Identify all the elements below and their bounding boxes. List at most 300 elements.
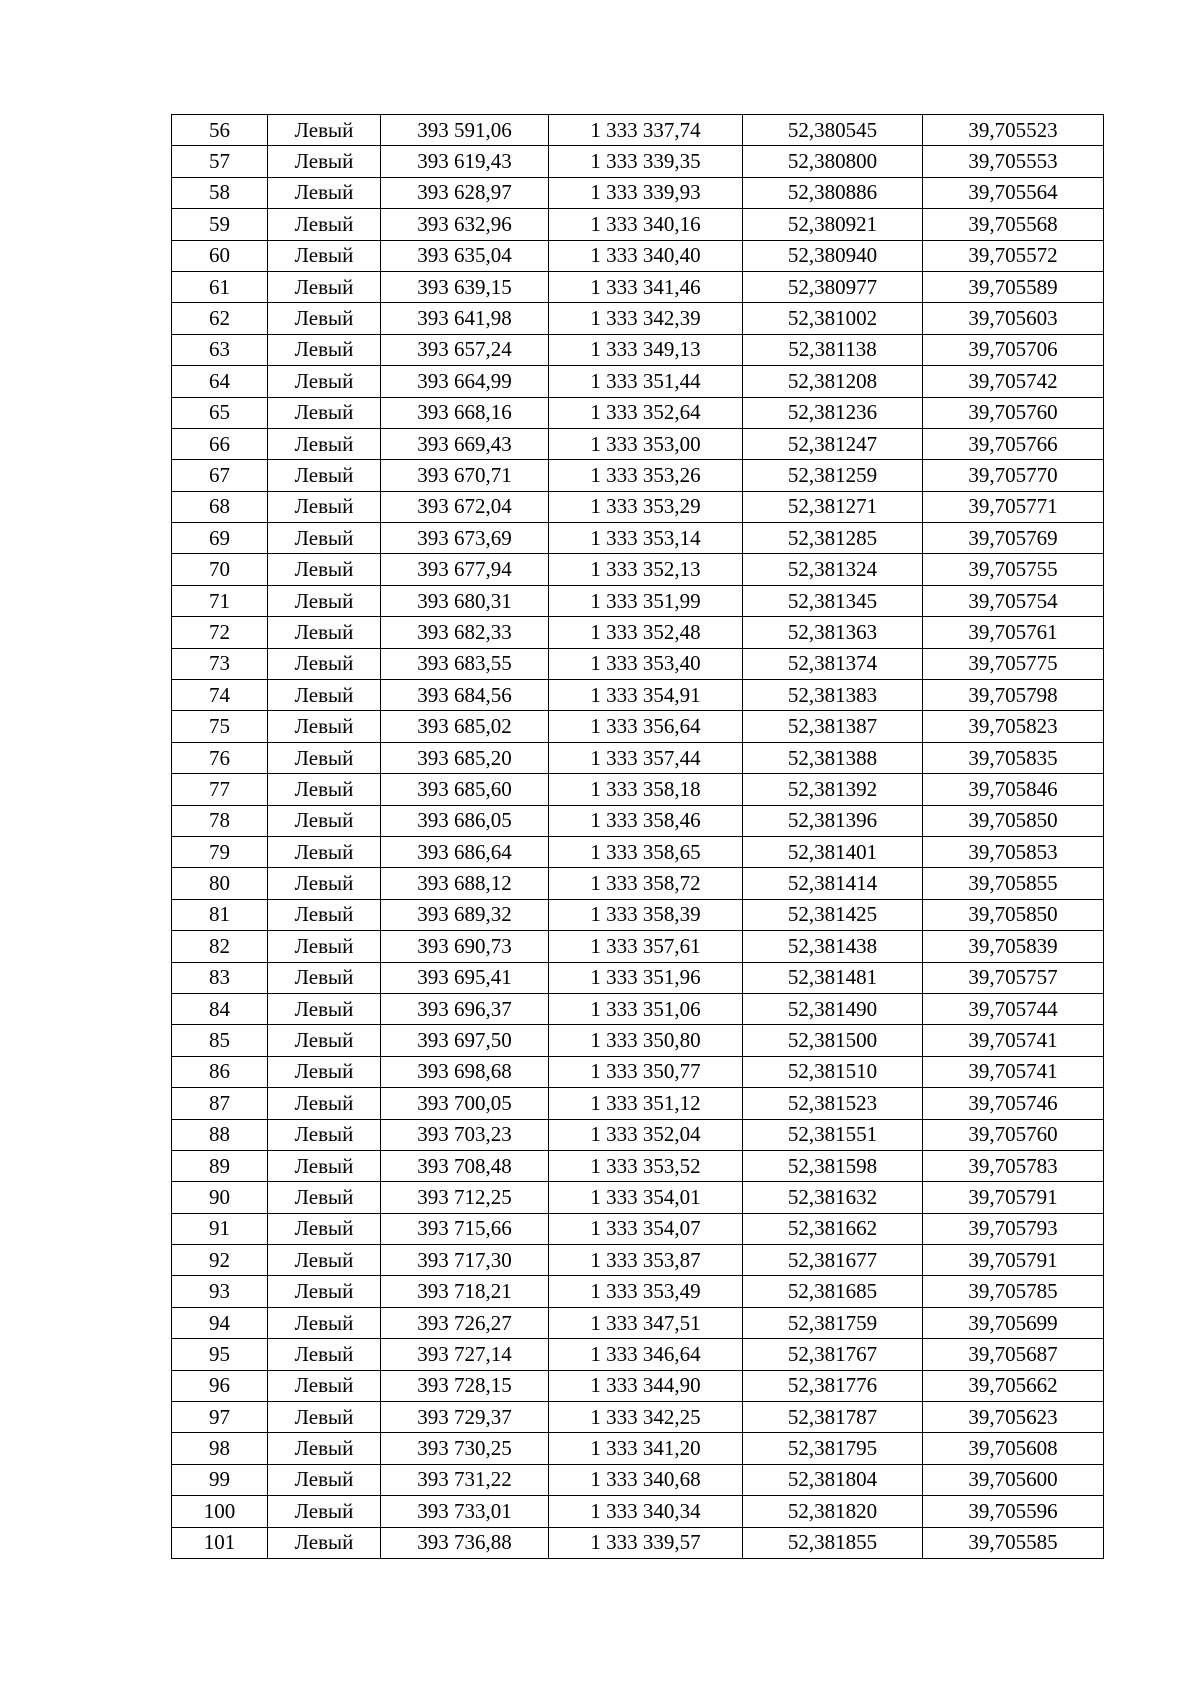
longitude-cell: 39,705769: [923, 523, 1104, 554]
point-number-cell: 99: [172, 1464, 268, 1495]
latitude-cell: 52,381677: [743, 1245, 923, 1276]
latitude-cell: 52,381363: [743, 617, 923, 648]
x-coordinate-cell: 393 619,43: [381, 146, 549, 177]
table-row: [172, 1433, 1104, 1464]
side-cell: Левый: [268, 397, 381, 428]
longitude-cell: 39,705568: [923, 209, 1104, 240]
longitude-cell: 39,705564: [923, 177, 1104, 208]
point-number-cell: 84: [172, 993, 268, 1024]
point-number-cell: 67: [172, 460, 268, 491]
latitude-cell: 52,381392: [743, 774, 923, 805]
x-coordinate-cell: 393 635,04: [381, 240, 549, 271]
table-row: [172, 146, 1104, 177]
latitude-cell: 52,381855: [743, 1527, 923, 1558]
table-row: [172, 1276, 1104, 1307]
x-coordinate-cell: 393 686,64: [381, 836, 549, 867]
latitude-cell: 52,380940: [743, 240, 923, 271]
x-coordinate-cell: 393 729,37: [381, 1402, 549, 1433]
y-coordinate-cell: 1 333 353,87: [549, 1245, 743, 1276]
longitude-cell: 39,705853: [923, 836, 1104, 867]
latitude-cell: 52,381510: [743, 1056, 923, 1087]
x-coordinate-cell: 393 730,25: [381, 1433, 549, 1464]
point-number-cell: 64: [172, 366, 268, 397]
table-row: [172, 1370, 1104, 1401]
y-coordinate-cell: 1 333 339,93: [549, 177, 743, 208]
latitude-cell: 52,381414: [743, 868, 923, 899]
side-cell: Левый: [268, 1213, 381, 1244]
table-row: [172, 177, 1104, 208]
side-cell: Левый: [268, 303, 381, 334]
table-row: [172, 711, 1104, 742]
point-number-cell: 58: [172, 177, 268, 208]
point-number-cell: 77: [172, 774, 268, 805]
side-cell: Левый: [268, 428, 381, 459]
latitude-cell: 52,381002: [743, 303, 923, 334]
table-row: [172, 115, 1104, 146]
table-row: [172, 931, 1104, 962]
point-number-cell: 74: [172, 680, 268, 711]
table-row: [172, 899, 1104, 930]
x-coordinate-cell: 393 628,97: [381, 177, 549, 208]
longitude-cell: 39,705687: [923, 1339, 1104, 1370]
y-coordinate-cell: 1 333 344,90: [549, 1370, 743, 1401]
side-cell: Левый: [268, 1339, 381, 1370]
side-cell: Левый: [268, 1119, 381, 1150]
table-row: [172, 836, 1104, 867]
point-number-cell: 75: [172, 711, 268, 742]
table-row: [172, 460, 1104, 491]
latitude-cell: 52,381271: [743, 491, 923, 522]
longitude-cell: 39,705791: [923, 1182, 1104, 1213]
latitude-cell: 52,381396: [743, 805, 923, 836]
point-number-cell: 61: [172, 271, 268, 302]
side-cell: Левый: [268, 460, 381, 491]
y-coordinate-cell: 1 333 351,96: [549, 962, 743, 993]
y-coordinate-cell: 1 333 347,51: [549, 1307, 743, 1338]
latitude-cell: 52,381383: [743, 680, 923, 711]
point-number-cell: 69: [172, 523, 268, 554]
longitude-cell: 39,705760: [923, 397, 1104, 428]
table-row: [172, 366, 1104, 397]
longitude-cell: 39,705706: [923, 334, 1104, 365]
side-cell: Левый: [268, 962, 381, 993]
point-number-cell: 98: [172, 1433, 268, 1464]
point-number-cell: 71: [172, 585, 268, 616]
point-number-cell: 66: [172, 428, 268, 459]
x-coordinate-cell: 393 700,05: [381, 1088, 549, 1119]
y-coordinate-cell: 1 333 342,39: [549, 303, 743, 334]
y-coordinate-cell: 1 333 351,12: [549, 1088, 743, 1119]
longitude-cell: 39,705662: [923, 1370, 1104, 1401]
table-row: [172, 1402, 1104, 1433]
y-coordinate-cell: 1 333 353,52: [549, 1150, 743, 1181]
y-coordinate-cell: 1 333 353,40: [549, 648, 743, 679]
table-row: [172, 805, 1104, 836]
longitude-cell: 39,705846: [923, 774, 1104, 805]
point-number-cell: 85: [172, 1025, 268, 1056]
point-number-cell: 100: [172, 1496, 268, 1527]
point-number-cell: 76: [172, 742, 268, 773]
y-coordinate-cell: 1 333 357,61: [549, 931, 743, 962]
y-coordinate-cell: 1 333 354,91: [549, 680, 743, 711]
side-cell: Левый: [268, 1276, 381, 1307]
latitude-cell: 52,381500: [743, 1025, 923, 1056]
y-coordinate-cell: 1 333 353,00: [549, 428, 743, 459]
side-cell: Левый: [268, 491, 381, 522]
side-cell: Левый: [268, 240, 381, 271]
x-coordinate-cell: 393 682,33: [381, 617, 549, 648]
y-coordinate-cell: 1 333 340,34: [549, 1496, 743, 1527]
point-number-cell: 96: [172, 1370, 268, 1401]
y-coordinate-cell: 1 333 352,04: [549, 1119, 743, 1150]
point-number-cell: 72: [172, 617, 268, 648]
x-coordinate-cell: 393 698,68: [381, 1056, 549, 1087]
table-row: [172, 1025, 1104, 1056]
latitude-cell: 52,381662: [743, 1213, 923, 1244]
x-coordinate-cell: 393 683,55: [381, 648, 549, 679]
table-row: [172, 303, 1104, 334]
y-coordinate-cell: 1 333 342,25: [549, 1402, 743, 1433]
side-cell: Левый: [268, 836, 381, 867]
side-cell: Левый: [268, 554, 381, 585]
latitude-cell: 52,380800: [743, 146, 923, 177]
latitude-cell: 52,381345: [743, 585, 923, 616]
latitude-cell: 52,381820: [743, 1496, 923, 1527]
x-coordinate-cell: 393 689,32: [381, 899, 549, 930]
x-coordinate-cell: 393 668,16: [381, 397, 549, 428]
y-coordinate-cell: 1 333 339,35: [549, 146, 743, 177]
x-coordinate-cell: 393 685,60: [381, 774, 549, 805]
side-cell: Левый: [268, 805, 381, 836]
latitude-cell: 52,380977: [743, 271, 923, 302]
side-cell: Левый: [268, 742, 381, 773]
side-cell: Левый: [268, 1464, 381, 1495]
x-coordinate-cell: 393 632,96: [381, 209, 549, 240]
y-coordinate-cell: 1 333 340,68: [549, 1464, 743, 1495]
latitude-cell: 52,381401: [743, 836, 923, 867]
longitude-cell: 39,705742: [923, 366, 1104, 397]
table-row: [172, 523, 1104, 554]
side-cell: Левый: [268, 1088, 381, 1119]
latitude-cell: 52,380921: [743, 209, 923, 240]
side-cell: Левый: [268, 115, 381, 146]
table-row: [172, 1213, 1104, 1244]
point-number-cell: 83: [172, 962, 268, 993]
point-number-cell: 97: [172, 1402, 268, 1433]
table-row: [172, 209, 1104, 240]
point-number-cell: 62: [172, 303, 268, 334]
x-coordinate-cell: 393 696,37: [381, 993, 549, 1024]
y-coordinate-cell: 1 333 351,44: [549, 366, 743, 397]
x-coordinate-cell: 393 708,48: [381, 1150, 549, 1181]
y-coordinate-cell: 1 333 339,57: [549, 1527, 743, 1558]
point-number-cell: 91: [172, 1213, 268, 1244]
longitude-cell: 39,705823: [923, 711, 1104, 742]
side-cell: Левый: [268, 1496, 381, 1527]
table-row: [172, 1307, 1104, 1338]
latitude-cell: 52,380545: [743, 115, 923, 146]
x-coordinate-cell: 393 695,41: [381, 962, 549, 993]
side-cell: Левый: [268, 585, 381, 616]
x-coordinate-cell: 393 677,94: [381, 554, 549, 585]
y-coordinate-cell: 1 333 350,80: [549, 1025, 743, 1056]
x-coordinate-cell: 393 664,99: [381, 366, 549, 397]
x-coordinate-cell: 393 728,15: [381, 1370, 549, 1401]
y-coordinate-cell: 1 333 351,99: [549, 585, 743, 616]
y-coordinate-cell: 1 333 337,74: [549, 115, 743, 146]
point-number-cell: 68: [172, 491, 268, 522]
longitude-cell: 39,705699: [923, 1307, 1104, 1338]
side-cell: Левый: [268, 711, 381, 742]
latitude-cell: 52,381776: [743, 1370, 923, 1401]
x-coordinate-cell: 393 670,71: [381, 460, 549, 491]
latitude-cell: 52,381438: [743, 931, 923, 962]
table-row: [172, 1182, 1104, 1213]
point-number-cell: 78: [172, 805, 268, 836]
longitude-cell: 39,705603: [923, 303, 1104, 334]
longitude-cell: 39,705839: [923, 931, 1104, 962]
longitude-cell: 39,705600: [923, 1464, 1104, 1495]
latitude-cell: 52,381490: [743, 993, 923, 1024]
side-cell: Левый: [268, 1182, 381, 1213]
side-cell: Левый: [268, 617, 381, 648]
latitude-cell: 52,381388: [743, 742, 923, 773]
side-cell: Левый: [268, 177, 381, 208]
x-coordinate-cell: 393 686,05: [381, 805, 549, 836]
y-coordinate-cell: 1 333 358,72: [549, 868, 743, 899]
side-cell: Левый: [268, 334, 381, 365]
x-coordinate-cell: 393 717,30: [381, 1245, 549, 1276]
y-coordinate-cell: 1 333 352,48: [549, 617, 743, 648]
longitude-cell: 39,705850: [923, 899, 1104, 930]
x-coordinate-cell: 393 712,25: [381, 1182, 549, 1213]
table-row: [172, 680, 1104, 711]
longitude-cell: 39,705761: [923, 617, 1104, 648]
x-coordinate-cell: 393 726,27: [381, 1307, 549, 1338]
y-coordinate-cell: 1 333 346,64: [549, 1339, 743, 1370]
longitude-cell: 39,705783: [923, 1150, 1104, 1181]
latitude-cell: 52,381598: [743, 1150, 923, 1181]
longitude-cell: 39,705754: [923, 585, 1104, 616]
table-row: [172, 1339, 1104, 1370]
latitude-cell: 52,381324: [743, 554, 923, 585]
point-number-cell: 70: [172, 554, 268, 585]
x-coordinate-cell: 393 688,12: [381, 868, 549, 899]
table-row: [172, 1150, 1104, 1181]
x-coordinate-cell: 393 685,02: [381, 711, 549, 742]
x-coordinate-cell: 393 715,66: [381, 1213, 549, 1244]
side-cell: Левый: [268, 931, 381, 962]
longitude-cell: 39,705596: [923, 1496, 1104, 1527]
latitude-cell: 52,381247: [743, 428, 923, 459]
point-number-cell: 63: [172, 334, 268, 365]
latitude-cell: 52,381374: [743, 648, 923, 679]
longitude-cell: 39,705623: [923, 1402, 1104, 1433]
point-number-cell: 90: [172, 1182, 268, 1213]
x-coordinate-cell: 393 669,43: [381, 428, 549, 459]
y-coordinate-cell: 1 333 340,16: [549, 209, 743, 240]
table-row: [172, 1119, 1104, 1150]
table-row: [172, 993, 1104, 1024]
y-coordinate-cell: 1 333 358,18: [549, 774, 743, 805]
longitude-cell: 39,705770: [923, 460, 1104, 491]
longitude-cell: 39,705793: [923, 1213, 1104, 1244]
longitude-cell: 39,705757: [923, 962, 1104, 993]
longitude-cell: 39,705523: [923, 115, 1104, 146]
x-coordinate-cell: 393 591,06: [381, 115, 549, 146]
coordinates-table-body: [172, 115, 1104, 1559]
table-row: [172, 554, 1104, 585]
y-coordinate-cell: 1 333 358,39: [549, 899, 743, 930]
latitude-cell: 52,381787: [743, 1402, 923, 1433]
latitude-cell: 52,381523: [743, 1088, 923, 1119]
table-row: [172, 648, 1104, 679]
x-coordinate-cell: 393 641,98: [381, 303, 549, 334]
longitude-cell: 39,705755: [923, 554, 1104, 585]
table-row: [172, 240, 1104, 271]
y-coordinate-cell: 1 333 352,13: [549, 554, 743, 585]
point-number-cell: 65: [172, 397, 268, 428]
table-row: [172, 428, 1104, 459]
point-number-cell: 92: [172, 1245, 268, 1276]
latitude-cell: 52,381685: [743, 1276, 923, 1307]
x-coordinate-cell: 393 733,01: [381, 1496, 549, 1527]
y-coordinate-cell: 1 333 352,64: [549, 397, 743, 428]
longitude-cell: 39,705744: [923, 993, 1104, 1024]
longitude-cell: 39,705771: [923, 491, 1104, 522]
point-number-cell: 101: [172, 1527, 268, 1558]
y-coordinate-cell: 1 333 341,20: [549, 1433, 743, 1464]
latitude-cell: 52,381551: [743, 1119, 923, 1150]
latitude-cell: 52,381138: [743, 334, 923, 365]
table-row: [172, 742, 1104, 773]
y-coordinate-cell: 1 333 354,07: [549, 1213, 743, 1244]
y-coordinate-cell: 1 333 354,01: [549, 1182, 743, 1213]
longitude-cell: 39,705760: [923, 1119, 1104, 1150]
table-row: [172, 1496, 1104, 1527]
side-cell: Левый: [268, 1307, 381, 1338]
x-coordinate-cell: 393 684,56: [381, 680, 549, 711]
table-row: [172, 585, 1104, 616]
longitude-cell: 39,705791: [923, 1245, 1104, 1276]
side-cell: Левый: [268, 648, 381, 679]
side-cell: Левый: [268, 1370, 381, 1401]
longitude-cell: 39,705585: [923, 1527, 1104, 1558]
latitude-cell: 52,381259: [743, 460, 923, 491]
latitude-cell: 52,381285: [743, 523, 923, 554]
side-cell: Левый: [268, 1150, 381, 1181]
point-number-cell: 80: [172, 868, 268, 899]
side-cell: Левый: [268, 993, 381, 1024]
y-coordinate-cell: 1 333 353,29: [549, 491, 743, 522]
y-coordinate-cell: 1 333 356,64: [549, 711, 743, 742]
longitude-cell: 39,705553: [923, 146, 1104, 177]
point-number-cell: 95: [172, 1339, 268, 1370]
latitude-cell: 52,381759: [743, 1307, 923, 1338]
latitude-cell: 52,381387: [743, 711, 923, 742]
table-row: [172, 491, 1104, 522]
table-row: [172, 962, 1104, 993]
y-coordinate-cell: 1 333 341,46: [549, 271, 743, 302]
longitude-cell: 39,705746: [923, 1088, 1104, 1119]
latitude-cell: 52,381425: [743, 899, 923, 930]
side-cell: Левый: [268, 271, 381, 302]
x-coordinate-cell: 393 703,23: [381, 1119, 549, 1150]
table-row: [172, 334, 1104, 365]
latitude-cell: 52,381795: [743, 1433, 923, 1464]
point-number-cell: 60: [172, 240, 268, 271]
longitude-cell: 39,705589: [923, 271, 1104, 302]
latitude-cell: 52,380886: [743, 177, 923, 208]
latitude-cell: 52,381804: [743, 1464, 923, 1495]
longitude-cell: 39,705572: [923, 240, 1104, 271]
latitude-cell: 52,381208: [743, 366, 923, 397]
y-coordinate-cell: 1 333 340,40: [549, 240, 743, 271]
x-coordinate-cell: 393 639,15: [381, 271, 549, 302]
x-coordinate-cell: 393 672,04: [381, 491, 549, 522]
table-row: [172, 774, 1104, 805]
y-coordinate-cell: 1 333 357,44: [549, 742, 743, 773]
point-number-cell: 59: [172, 209, 268, 240]
table-row: [172, 397, 1104, 428]
point-number-cell: 87: [172, 1088, 268, 1119]
longitude-cell: 39,705798: [923, 680, 1104, 711]
latitude-cell: 52,381236: [743, 397, 923, 428]
table-row: [172, 1527, 1104, 1558]
y-coordinate-cell: 1 333 353,14: [549, 523, 743, 554]
point-number-cell: 89: [172, 1150, 268, 1181]
side-cell: Левый: [268, 1402, 381, 1433]
longitude-cell: 39,705775: [923, 648, 1104, 679]
x-coordinate-cell: 393 673,69: [381, 523, 549, 554]
x-coordinate-cell: 393 697,50: [381, 1025, 549, 1056]
point-number-cell: 94: [172, 1307, 268, 1338]
longitude-cell: 39,705835: [923, 742, 1104, 773]
point-number-cell: 73: [172, 648, 268, 679]
longitude-cell: 39,705785: [923, 1276, 1104, 1307]
x-coordinate-cell: 393 690,73: [381, 931, 549, 962]
side-cell: Левый: [268, 899, 381, 930]
x-coordinate-cell: 393 680,31: [381, 585, 549, 616]
y-coordinate-cell: 1 333 358,65: [549, 836, 743, 867]
side-cell: Левый: [268, 209, 381, 240]
point-number-cell: 57: [172, 146, 268, 177]
side-cell: Левый: [268, 1527, 381, 1558]
point-number-cell: 81: [172, 899, 268, 930]
point-number-cell: 82: [172, 931, 268, 962]
table-row: [172, 868, 1104, 899]
longitude-cell: 39,705766: [923, 428, 1104, 459]
side-cell: Левый: [268, 1245, 381, 1276]
side-cell: Левый: [268, 146, 381, 177]
point-number-cell: 93: [172, 1276, 268, 1307]
point-number-cell: 79: [172, 836, 268, 867]
y-coordinate-cell: 1 333 349,13: [549, 334, 743, 365]
latitude-cell: 52,381632: [743, 1182, 923, 1213]
side-cell: Левый: [268, 680, 381, 711]
y-coordinate-cell: 1 333 353,49: [549, 1276, 743, 1307]
point-number-cell: 88: [172, 1119, 268, 1150]
point-number-cell: 86: [172, 1056, 268, 1087]
longitude-cell: 39,705741: [923, 1025, 1104, 1056]
table-row: [172, 617, 1104, 648]
table-row: [172, 1464, 1104, 1495]
y-coordinate-cell: 1 333 353,26: [549, 460, 743, 491]
x-coordinate-cell: 393 657,24: [381, 334, 549, 365]
table-row: [172, 1088, 1104, 1119]
y-coordinate-cell: 1 333 351,06: [549, 993, 743, 1024]
coordinates-table: [171, 114, 1104, 1559]
